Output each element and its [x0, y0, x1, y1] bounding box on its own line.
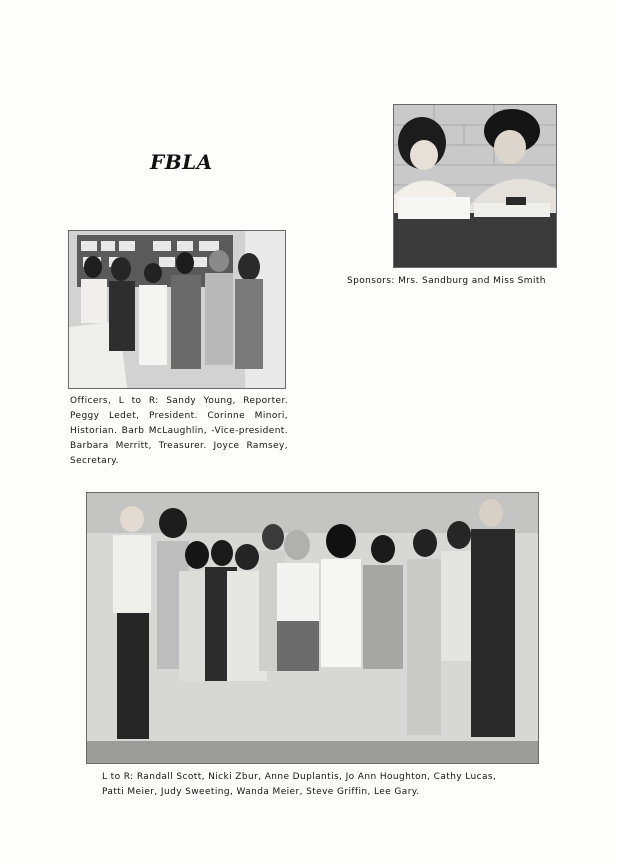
members-caption-line-2: Patti Meier, Judy Sweeting, Wanda Meier, Steve Griffin, Lee Gary. — [102, 787, 420, 797]
sponsors-photo — [393, 104, 557, 268]
sponsors-caption: Sponsors: Mrs. Sandburg and Miss Smith — [347, 276, 546, 286]
members-caption — [102, 770, 542, 800]
page-title: FBLA — [150, 150, 213, 174]
members-caption-line-1: L to R: Randall Scott, Nicki Zbur, Anne Duplantis, Jo Ann Houghton, Cathy Lucas, — [102, 772, 497, 782]
members-photo — [86, 492, 539, 764]
officers-caption: Officers, L to R: Sandy Young, Reporter. Peggy Ledet, President. Corinne Minori, Historian. Barb McLaughlin, -Vice-president. Barbara Merritt, Treasurer. Joyce Ramsey, Secretary. — [70, 396, 288, 466]
officers-photo — [68, 230, 286, 389]
